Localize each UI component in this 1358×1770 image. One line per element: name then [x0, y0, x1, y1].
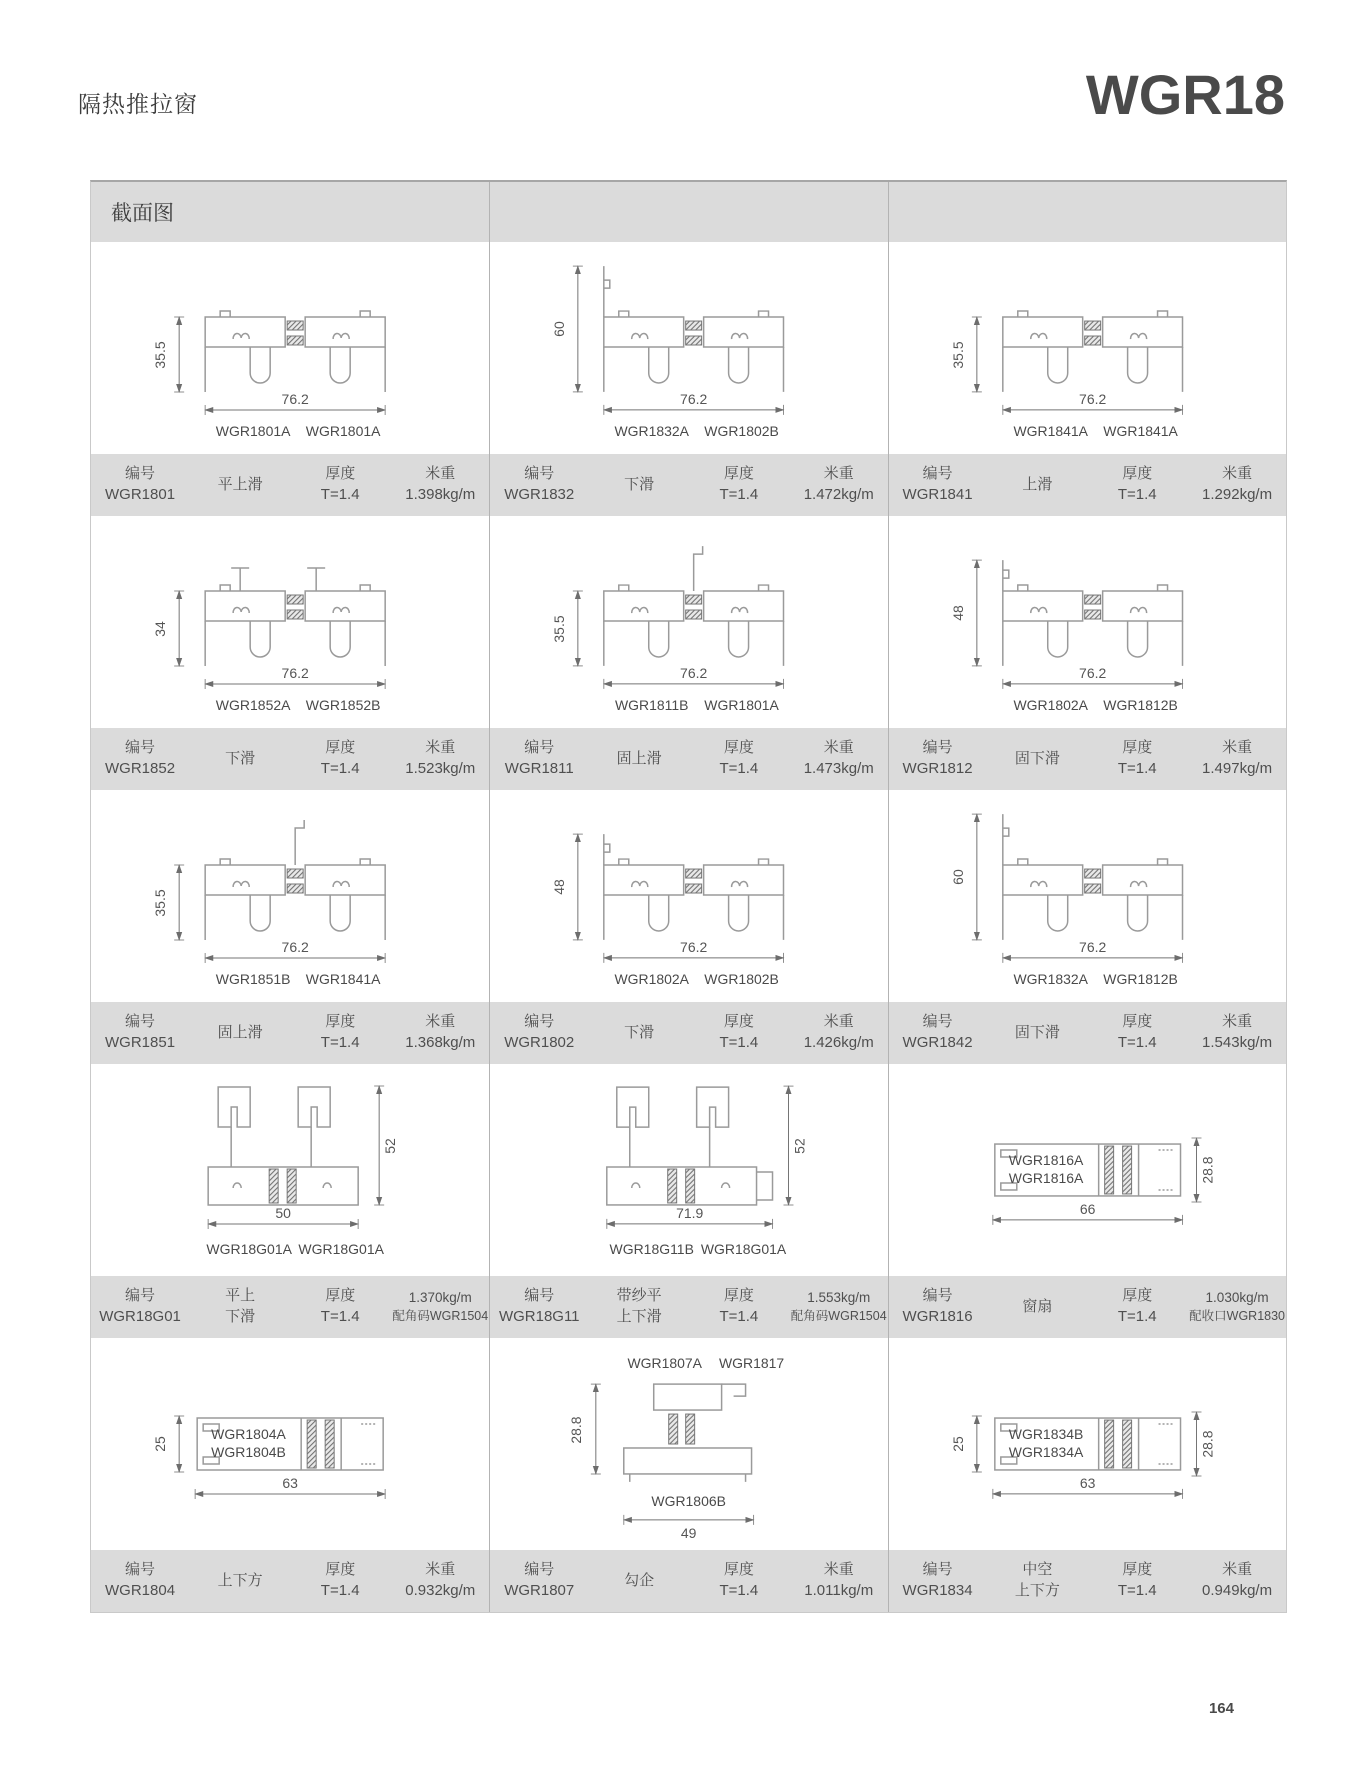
diagram-cell-wgr1842 [888, 790, 1286, 1002]
diagram-row-2 [91, 516, 1286, 728]
dim-vertical: 52 [382, 1138, 399, 1154]
profile-label: WGR18G01A [206, 1241, 292, 1257]
profile-label: WGR1801A [215, 423, 291, 439]
dim-vertical: 35.5 [949, 341, 966, 369]
profile-table [90, 180, 1287, 1613]
spec-name-cell: 窗扇 [988, 1276, 1086, 1338]
spec-thickness-cell: 厚度 T=1.4 [291, 1002, 389, 1064]
spec-group-wgr1832 [489, 454, 887, 516]
dim-horizontal: 76.2 [281, 939, 309, 955]
spec-thickness-cell: 厚度 T=1.4 [1088, 1276, 1186, 1338]
diagram-cell-wgr1804 [91, 1338, 489, 1550]
dim-vertical: 60 [551, 321, 568, 337]
dim-vertical: 25 [949, 1436, 966, 1452]
diagram-cell-wgr18g11 [489, 1064, 887, 1276]
diagram-cell-wgr1841 [888, 242, 1286, 454]
spec-weight-cell: 米重 1.523kg/m [391, 728, 489, 790]
dim-vertical: 48 [551, 879, 568, 895]
dim-horizontal: 76.2 [680, 390, 708, 407]
diagram-cell-wgr1834 [888, 1338, 1286, 1550]
spec-weight-cell: 米重 1.292kg/m [1188, 454, 1286, 516]
dim-horizontal: 76.2 [1078, 664, 1106, 681]
spec-name-cell: 平上滑 [191, 454, 289, 516]
profile-label: WGR1802B [704, 970, 780, 987]
spec-thickness-cell: 厚度 T=1.4 [690, 1002, 788, 1064]
spec-group-wgr1841 [888, 454, 1286, 516]
profile-drawing [889, 1338, 1286, 1550]
profile-drawing [91, 242, 489, 454]
spec-weight-cell: 米重 0.949kg/m [1188, 1550, 1286, 1612]
spec-code-cell: 编号 WGR18G01 [91, 1276, 189, 1338]
diagram-row-5 [91, 1338, 1286, 1550]
dim-vertical: 52 [791, 1138, 808, 1154]
profile-drawing [490, 516, 887, 728]
dim-vertical: 35.5 [152, 889, 169, 917]
profile-label: WGR1812B [1102, 970, 1178, 987]
profile-drawing [91, 1338, 489, 1550]
spec-thickness-cell: 厚度 T=1.4 [1088, 1550, 1186, 1612]
spec-weight-cell: 米重 0.932kg/m [391, 1550, 489, 1612]
profile-label: WGR18G11B [609, 1240, 695, 1257]
spec-code-cell: 编号 WGR1841 [889, 454, 987, 516]
spec-code-cell: 编号 WGR1801 [91, 454, 189, 516]
profile-label: WGR1834A [1008, 1443, 1083, 1460]
diagram-cell-wgr1832 [489, 242, 887, 454]
profile-drawing [889, 790, 1286, 1002]
spec-weight-cell: 米重 1.398kg/m [391, 454, 489, 516]
profile-drawing [490, 242, 887, 454]
spec-thickness-cell: 厚度 T=1.4 [1088, 1002, 1186, 1064]
profile-label: WGR1801A [704, 696, 780, 713]
profile-label: WGR1852B [305, 697, 381, 713]
dim-horizontal: 76.2 [281, 665, 309, 681]
profile-label: WGR1802A [1013, 696, 1088, 713]
spec-thickness-cell: 厚度 T=1.4 [1088, 454, 1186, 516]
dim-vertical: 28.8 [1199, 1156, 1216, 1184]
dim-horizontal: 66 [1079, 1200, 1096, 1217]
page-title: 隔热推拉窗 [78, 91, 198, 117]
spec-thickness-cell: 厚度 T=1.4 [291, 728, 389, 790]
spec-code-cell: 编号 WGR1811 [490, 728, 588, 790]
spec-code-cell: 编号 WGR18G11 [490, 1276, 588, 1338]
profile-label: WGR1832A [1013, 970, 1088, 987]
profile-label: WGR1817 [719, 1355, 785, 1372]
profile-drawing [889, 1064, 1286, 1276]
dim-horizontal: 50 [275, 1205, 291, 1221]
dim-horizontal: 63 [282, 1475, 298, 1491]
spec-group-wgr1851 [91, 1002, 489, 1064]
spec-code-cell: 编号 WGR1802 [490, 1002, 588, 1064]
profile-drawing [91, 1064, 489, 1276]
profile-label: WGR1841A [305, 971, 381, 987]
spec-code-cell: 编号 WGR1807 [490, 1550, 588, 1612]
series-code: WGR18 [1085, 63, 1285, 126]
spec-thickness-cell: 厚度 T=1.4 [690, 1276, 788, 1338]
spec-weight-cell: 米重 1.473kg/m [790, 728, 888, 790]
profile-drawing [91, 516, 489, 728]
spec-group-wgr1801 [91, 454, 489, 516]
spec-name-cell: 固下滑 [988, 1002, 1086, 1064]
profile-drawing [490, 790, 887, 1002]
spec-row-1 [91, 454, 1286, 516]
profile-drawing [490, 1338, 887, 1550]
spec-code-cell: 编号 WGR1842 [889, 1002, 987, 1064]
diagram-cell-wgr18g01 [91, 1064, 489, 1276]
spec-weight-cell: 米重 1.426kg/m [790, 1002, 888, 1064]
spec-weight-cell: 米重 1.368kg/m [391, 1002, 489, 1064]
profile-label: WGR1812B [1102, 696, 1178, 713]
profile-label: WGR18G01A [298, 1241, 384, 1257]
profile-label: WGR1801A [305, 423, 381, 439]
diagram-cell-wgr1802 [489, 790, 887, 1002]
spec-code-cell: 编号 WGR1832 [490, 454, 588, 516]
diagram-cell-wgr1811 [489, 516, 887, 728]
table-header-row [91, 182, 1286, 242]
spec-thickness-cell: 厚度 T=1.4 [291, 454, 389, 516]
spec-weight-cell: 1.370kg/m 配角码WGR1504 [391, 1276, 489, 1338]
profile-label: WGR1841A [1013, 422, 1088, 439]
dim-horizontal: 76.2 [680, 664, 708, 681]
spec-weight-cell: 米重 1.472kg/m [790, 454, 888, 516]
dim-horizontal: 71.9 [676, 1204, 704, 1221]
spec-weight-cell: 1.553kg/m 配角码WGR1504 [790, 1276, 888, 1338]
spec-code-cell: 编号 WGR1852 [91, 728, 189, 790]
profile-label: WGR1834B [1008, 1426, 1083, 1443]
spec-row-2 [91, 728, 1286, 790]
spec-weight-cell: 米重 1.497kg/m [1188, 728, 1286, 790]
spec-weight-cell: 米重 1.011kg/m [790, 1550, 888, 1612]
dim-vertical: 48 [949, 605, 966, 621]
spec-thickness-cell: 厚度 T=1.4 [1088, 728, 1186, 790]
dim-horizontal: 76.2 [1078, 390, 1106, 407]
spec-row-5 [91, 1550, 1286, 1612]
spec-weight-cell: 米重 1.543kg/m [1188, 1002, 1286, 1064]
dim-vertical: 60 [949, 869, 966, 885]
dim-horizontal: 63 [1079, 1474, 1096, 1491]
profile-label: WGR1832A [614, 422, 690, 439]
spec-weight-cell: 1.030kg/m 配收口WGR1830 [1188, 1276, 1286, 1338]
spec-group-wgr1811 [489, 728, 887, 790]
spec-code-cell: 编号 WGR1851 [91, 1002, 189, 1064]
profile-drawing [889, 242, 1286, 454]
dim-vertical: 35.5 [551, 615, 568, 643]
profile-label: WGR1816A [1008, 1152, 1083, 1169]
spec-group-wgr1812 [888, 728, 1286, 790]
spec-group-wgr1804 [91, 1550, 489, 1612]
diagram-cell-wgr1816 [888, 1064, 1286, 1276]
profile-drawing [91, 790, 489, 1002]
spec-row-3 [91, 1002, 1286, 1064]
spec-name-cell: 带纱平 上下滑 [590, 1276, 688, 1338]
spec-group-wgr1802 [489, 1002, 887, 1064]
profile-label: WGR1804A [211, 1426, 286, 1442]
spec-name-cell: 下滑 [191, 728, 289, 790]
spec-code-cell: 编号 WGR1834 [889, 1550, 987, 1612]
diagram-row-4 [91, 1064, 1286, 1276]
section-view-header: 截面图 [111, 202, 174, 225]
dim-horizontal: 76.2 [1078, 938, 1106, 955]
spec-thickness-cell: 厚度 T=1.4 [291, 1550, 389, 1612]
diagram-cell-wgr1852 [91, 516, 489, 728]
profile-label: WGR1806B [651, 1492, 727, 1509]
dim-vertical: 28.8 [568, 1416, 585, 1444]
diagram-cell-wgr1812 [888, 516, 1286, 728]
profile-label: WGR1851B [215, 971, 291, 987]
diagram-row-1 [91, 242, 1286, 454]
spec-group-wgr1852 [91, 728, 489, 790]
header-spacer [888, 182, 1286, 242]
spec-group-wgr18g11 [489, 1276, 887, 1338]
page-number: 164 [1208, 1700, 1234, 1717]
dim-vertical: 28.8 [1199, 1430, 1216, 1458]
diagram-cell-wgr1851 [91, 790, 489, 1002]
dim-horizontal: 76.2 [680, 938, 708, 955]
dim-horizontal: 49 [681, 1524, 697, 1541]
spec-name-cell: 上下方 [191, 1550, 289, 1612]
spec-group-wgr1842 [888, 1002, 1286, 1064]
spec-name-cell: 固上滑 [191, 1002, 289, 1064]
spec-group-wgr1834 [888, 1550, 1286, 1612]
spec-group-wgr1816 [888, 1276, 1286, 1338]
spec-group-wgr18g01 [91, 1276, 489, 1338]
profile-label: WGR1852A [215, 697, 291, 713]
spec-group-wgr1807 [489, 1550, 887, 1612]
profile-label: WGR1802B [704, 422, 780, 439]
dim-vertical: 34 [152, 621, 169, 637]
profile-drawing [490, 1064, 887, 1276]
header-spacer [489, 182, 887, 242]
diagram-cell-wgr1801 [91, 242, 489, 454]
profile-label: WGR18G01A [701, 1240, 787, 1257]
spec-thickness-cell: 厚度 T=1.4 [690, 728, 788, 790]
profile-label: WGR1804B [211, 1444, 286, 1460]
dim-horizontal: 76.2 [281, 391, 309, 407]
profile-label: WGR1811B [615, 696, 689, 713]
spec-name-cell: 中空 上下方 [988, 1550, 1086, 1612]
spec-name-cell: 下滑 [590, 1002, 688, 1064]
profile-label: WGR1816A [1008, 1169, 1083, 1186]
spec-name-cell: 固下滑 [988, 728, 1086, 790]
dim-vertical: 35.5 [152, 341, 169, 369]
dim-vertical: 25 [152, 1436, 169, 1452]
profile-label: WGR1802A [614, 970, 690, 987]
spec-thickness-cell: 厚度 T=1.4 [690, 454, 788, 516]
diagram-cell-wgr1807 [489, 1338, 887, 1550]
spec-thickness-cell: 厚度 T=1.4 [291, 1276, 389, 1338]
spec-name-cell: 固上滑 [590, 728, 688, 790]
spec-code-cell: 编号 WGR1816 [889, 1276, 987, 1338]
diagram-row-3 [91, 790, 1286, 1002]
spec-row-4 [91, 1276, 1286, 1338]
spec-code-cell: 编号 WGR1812 [889, 728, 987, 790]
spec-name-cell: 上滑 [988, 454, 1086, 516]
spec-name-cell: 下滑 [590, 454, 688, 516]
spec-code-cell: 编号 WGR1804 [91, 1550, 189, 1612]
spec-thickness-cell: 厚度 T=1.4 [690, 1550, 788, 1612]
profile-label: WGR1807A [627, 1355, 703, 1372]
spec-name-cell: 平上 下滑 [191, 1276, 289, 1338]
spec-name-cell: 勾企 [590, 1550, 688, 1612]
profile-label: WGR1841A [1102, 422, 1178, 439]
profile-drawing [889, 516, 1286, 728]
